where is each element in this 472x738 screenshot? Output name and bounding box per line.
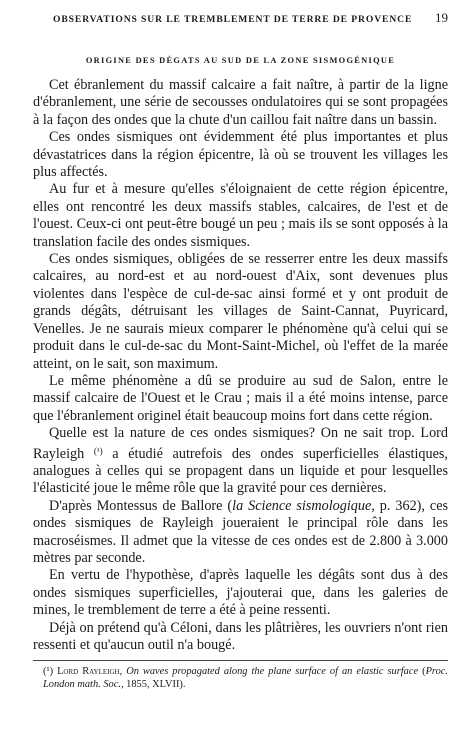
paragraph-1: Cet ébranlement du massif calcaire a fait naître, à partir de la ligne d'ébranlement, une série de secousses ondulatoires qui se sont propagées à la façon des ondes que la chute d'un caillou fait naître dans un bassin. [33, 77, 448, 128]
footnote: (¹) Lord Rayleigh, On waves propagated along the plane surface of an elastic surface (Proc. London math. Soc., 1855, XLVII). [43, 666, 448, 691]
footnote-title: On waves propagated along the plane surface of an elastic surface [126, 666, 419, 678]
paragraph-6-text-a: Quelle est la nature de ces ondes sismiques? On ne sait trop. Lord Rayleigh [33, 425, 448, 462]
paragraph-2: Ces ondes sismiques ont évidemment été plus importantes et plus dévastatrices dans la région épicentre, là où se trouvent les villages les plus affectés. [33, 129, 448, 181]
paragraph-8: En vertu de l'hypothèse, d'après laquelle les dégâts sont dus à des ondes sismiques superficielles, j'ajouterai que, dans les galeries de mines, le tremblement de terre a été à peine ressenti. [33, 567, 448, 619]
paragraph-5: Le même phénomène a dû se produire au sud de Salon, entre le massif calcaire de l'Ouest et le Crau ; mais il a été moins intense, parce que l'ébranlement originel était beaucoup moins fort dans cette région. [33, 372, 448, 424]
paragraph-9: Déjà on prétend qu'à Céloni, dans les plâtrières, les ouvriers n'ont rien ressenti et qu'aucun outil n'a bougé. [33, 619, 448, 653]
footnote-reference[interactable]: (¹) [93, 445, 103, 456]
paragraph-6 [33, 425, 448, 498]
body-text [33, 77, 448, 654]
paragraph-7-text-b: , p. 362), ces ondes sismiques de Rayleigh joueraient le principal rôle dans les macroséismes. Il admet que la vitesse de ces ondes est de 2.800 à 3.000 mètres par seconde. [33, 497, 449, 566]
footnote-author: Lord Rayleigh [57, 666, 120, 678]
paragraph-3: Au fur et à mesure qu'elles s'éloignaient de cette région épicentre, elles ont rencontré les deux massifs stables, calcaires, de l'est et de l'ouest. Ceux-ci ont peut-être bougé un peu ; mais ils se sont opposés à la translation facile des ondes sismiques. [33, 181, 448, 250]
running-head-title: OBSERVATIONS SUR LE TREMBLEMENT DE TERRE DE PROVENCE [53, 14, 413, 25]
footnote-citation-open: ( [418, 666, 426, 678]
section-title: ORIGINE DES DÉGATS AU SUD DE LA ZONE SISMOGÉNIQUE [85, 56, 396, 65]
paragraph-6-text-b: a étudié autrefois des ondes superficielles élastiques, analogues à celles qui se propagent dans un liquide et pour lesquelles l'élasticité joue le même rôle que la gravité pour ces dernières. [33, 445, 448, 497]
paragraph-7 [33, 498, 448, 568]
paragraph-4: Ces ondes sismiques, obligées de se resserrer entre les deux massifs calcaires, au nord-est et au nord-ouest d'Aix, sont devenues plus violentes dans l'espèce de cul-de-sac ainsi formé et y ont produit de grands dégâts, détruisant les villages de Saint-Cannat, Puyricard, Venelles. Je ne saurais mieux comparer le phénomène qu'à celui qui se produit dans le cul-de-sac du Mont-Saint-Michel, où l'effet de la marée atteint, on le sait, son maximum. [33, 251, 448, 372]
paragraph-7-text-a: D'après Montessus de Ballore ( [49, 497, 233, 514]
footnote-journal: Proc. London math. Soc. [43, 666, 448, 691]
footnote-divider [33, 660, 448, 661]
footnote-marker: (¹) [43, 666, 54, 678]
footnote-citation-rest: , 1855, XLVII). [120, 679, 186, 691]
book-title-italic: la Science sismologique [232, 497, 372, 514]
running-head [53, 10, 448, 26]
page-number: 19 [435, 10, 448, 25]
